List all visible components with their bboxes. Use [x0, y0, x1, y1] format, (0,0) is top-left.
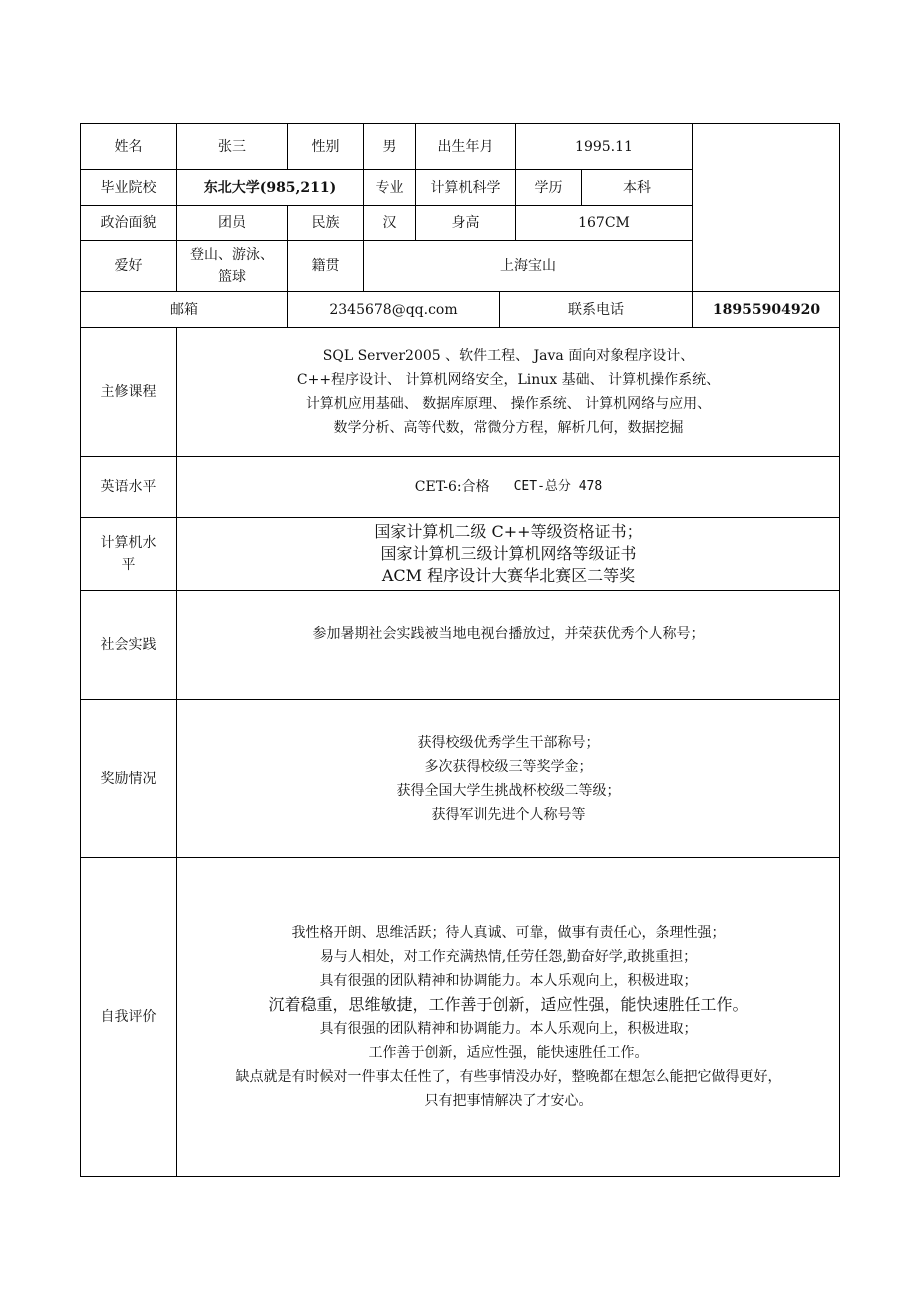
email-value: 2345678@qq.com [288, 292, 500, 328]
major-value: 计算机科学 [416, 170, 516, 206]
gender-value: 男 [364, 124, 416, 170]
award-line: 获得军训先进个人称号等 [431, 806, 586, 823]
awards-content [177, 700, 840, 858]
computer-line: 国家计算机二级 C++等级资格证书； [374, 522, 643, 541]
english-label: 英语水平 [81, 457, 177, 518]
self-line: 具有很强的团队精神和协调能力。本人乐观向上，积极进取； [319, 973, 698, 989]
name-value: 张三 [177, 124, 288, 170]
computer-label-line: 平 [121, 557, 136, 573]
height-label: 身高 [416, 206, 516, 241]
self-line: 工作善于创新，适应性强，能快速胜任工作。 [368, 1045, 649, 1061]
resume-table [80, 123, 840, 1177]
school-label: 毕业院校 [81, 170, 177, 206]
courses-content [177, 328, 840, 457]
courses-label: 主修课程 [81, 328, 177, 457]
school-value: 东北大学(985,211) [177, 170, 364, 206]
gender-label: 性别 [288, 124, 364, 170]
award-line: 获得校级优秀学生干部称号； [417, 734, 600, 751]
award-line: 获得全国大学生挑战杯校级二等级； [396, 782, 621, 799]
awards-label: 奖励情况 [81, 700, 177, 858]
self-line: 易与人相处，对工作充满热情,任劳任怨,勤奋好学,敢挑重担； [319, 949, 698, 965]
birth-value: 1995.11 [516, 124, 693, 170]
degree-value: 本科 [582, 170, 693, 206]
self-line: 沉着稳重，思维敏捷，工作善于创新，适应性强，能快速胜任工作。 [268, 995, 749, 1014]
computer-label-line: 计算机水 [100, 535, 157, 551]
course-line: SQL Server2005 、软件工程、 Java 面向对象程序设计、 [322, 348, 695, 364]
phone-label: 联系电话 [500, 292, 693, 328]
english-content [177, 457, 840, 518]
politics-value: 团员 [177, 206, 288, 241]
height-value: 167CM [516, 206, 693, 241]
origin-label: 籍贯 [288, 241, 364, 292]
practice-content: 参加暑期社会实践被当地电视台播放过，并荣获优秀个人称号； [177, 591, 840, 700]
hobby-label: 爱好 [81, 241, 177, 292]
english-score: CET-总分 478 [513, 479, 603, 494]
course-line: 计算机应用基础、 数据库原理、 操作系统、 计算机网络与应用、 [305, 396, 712, 412]
ethnicity-label: 民族 [288, 206, 364, 241]
name-label: 姓名 [81, 124, 177, 170]
hobby-line: 篮球 [218, 269, 246, 285]
self-label: 自我评价 [81, 858, 177, 1176]
computer-content [177, 518, 840, 591]
ethnicity-value: 汉 [364, 206, 416, 241]
birth-label: 出生年月 [416, 124, 516, 170]
self-line: 缺点就是有时候对一件事太任性了，有些事情没办好，整晚都在想怎么能把它做得更好， [235, 1069, 782, 1085]
major-label: 专业 [364, 170, 416, 206]
course-line: 数学分析、高等代数，常微分方程，解析几何，数据挖掘 [333, 420, 684, 436]
award-line: 多次获得校级三等奖学金； [424, 758, 593, 775]
self-line: 具有很强的团队精神和协调能力。本人乐观向上，积极进取； [319, 1021, 698, 1037]
practice-label: 社会实践 [81, 591, 177, 700]
course-line: C++程序设计、 计算机网络安全，Linux 基础、 计算机操作系统、 [296, 372, 721, 388]
phone-value: 18955904920 [693, 292, 840, 328]
photo-area [693, 124, 840, 292]
hobby-line: 登山、游泳、 [190, 247, 274, 263]
hobby-value [177, 241, 288, 292]
email-label: 邮箱 [81, 292, 288, 328]
english-level: CET-6:合格 [414, 479, 490, 495]
self-line: 我性格开朗、思维活跃；待人真诚、可靠，做事有责任心，条理性强； [291, 925, 726, 941]
origin-value: 上海宝山 [364, 241, 693, 292]
self-line: 只有把事情解决了才安心。 [424, 1093, 593, 1109]
degree-label: 学历 [516, 170, 582, 206]
self-content [177, 858, 840, 1176]
politics-label: 政治面貌 [81, 206, 177, 241]
computer-line: 国家计算机三级计算机网络等级证书 [380, 544, 637, 563]
computer-line: ACM 程序设计大赛华北赛区二等奖 [381, 566, 636, 585]
computer-label [81, 518, 177, 591]
